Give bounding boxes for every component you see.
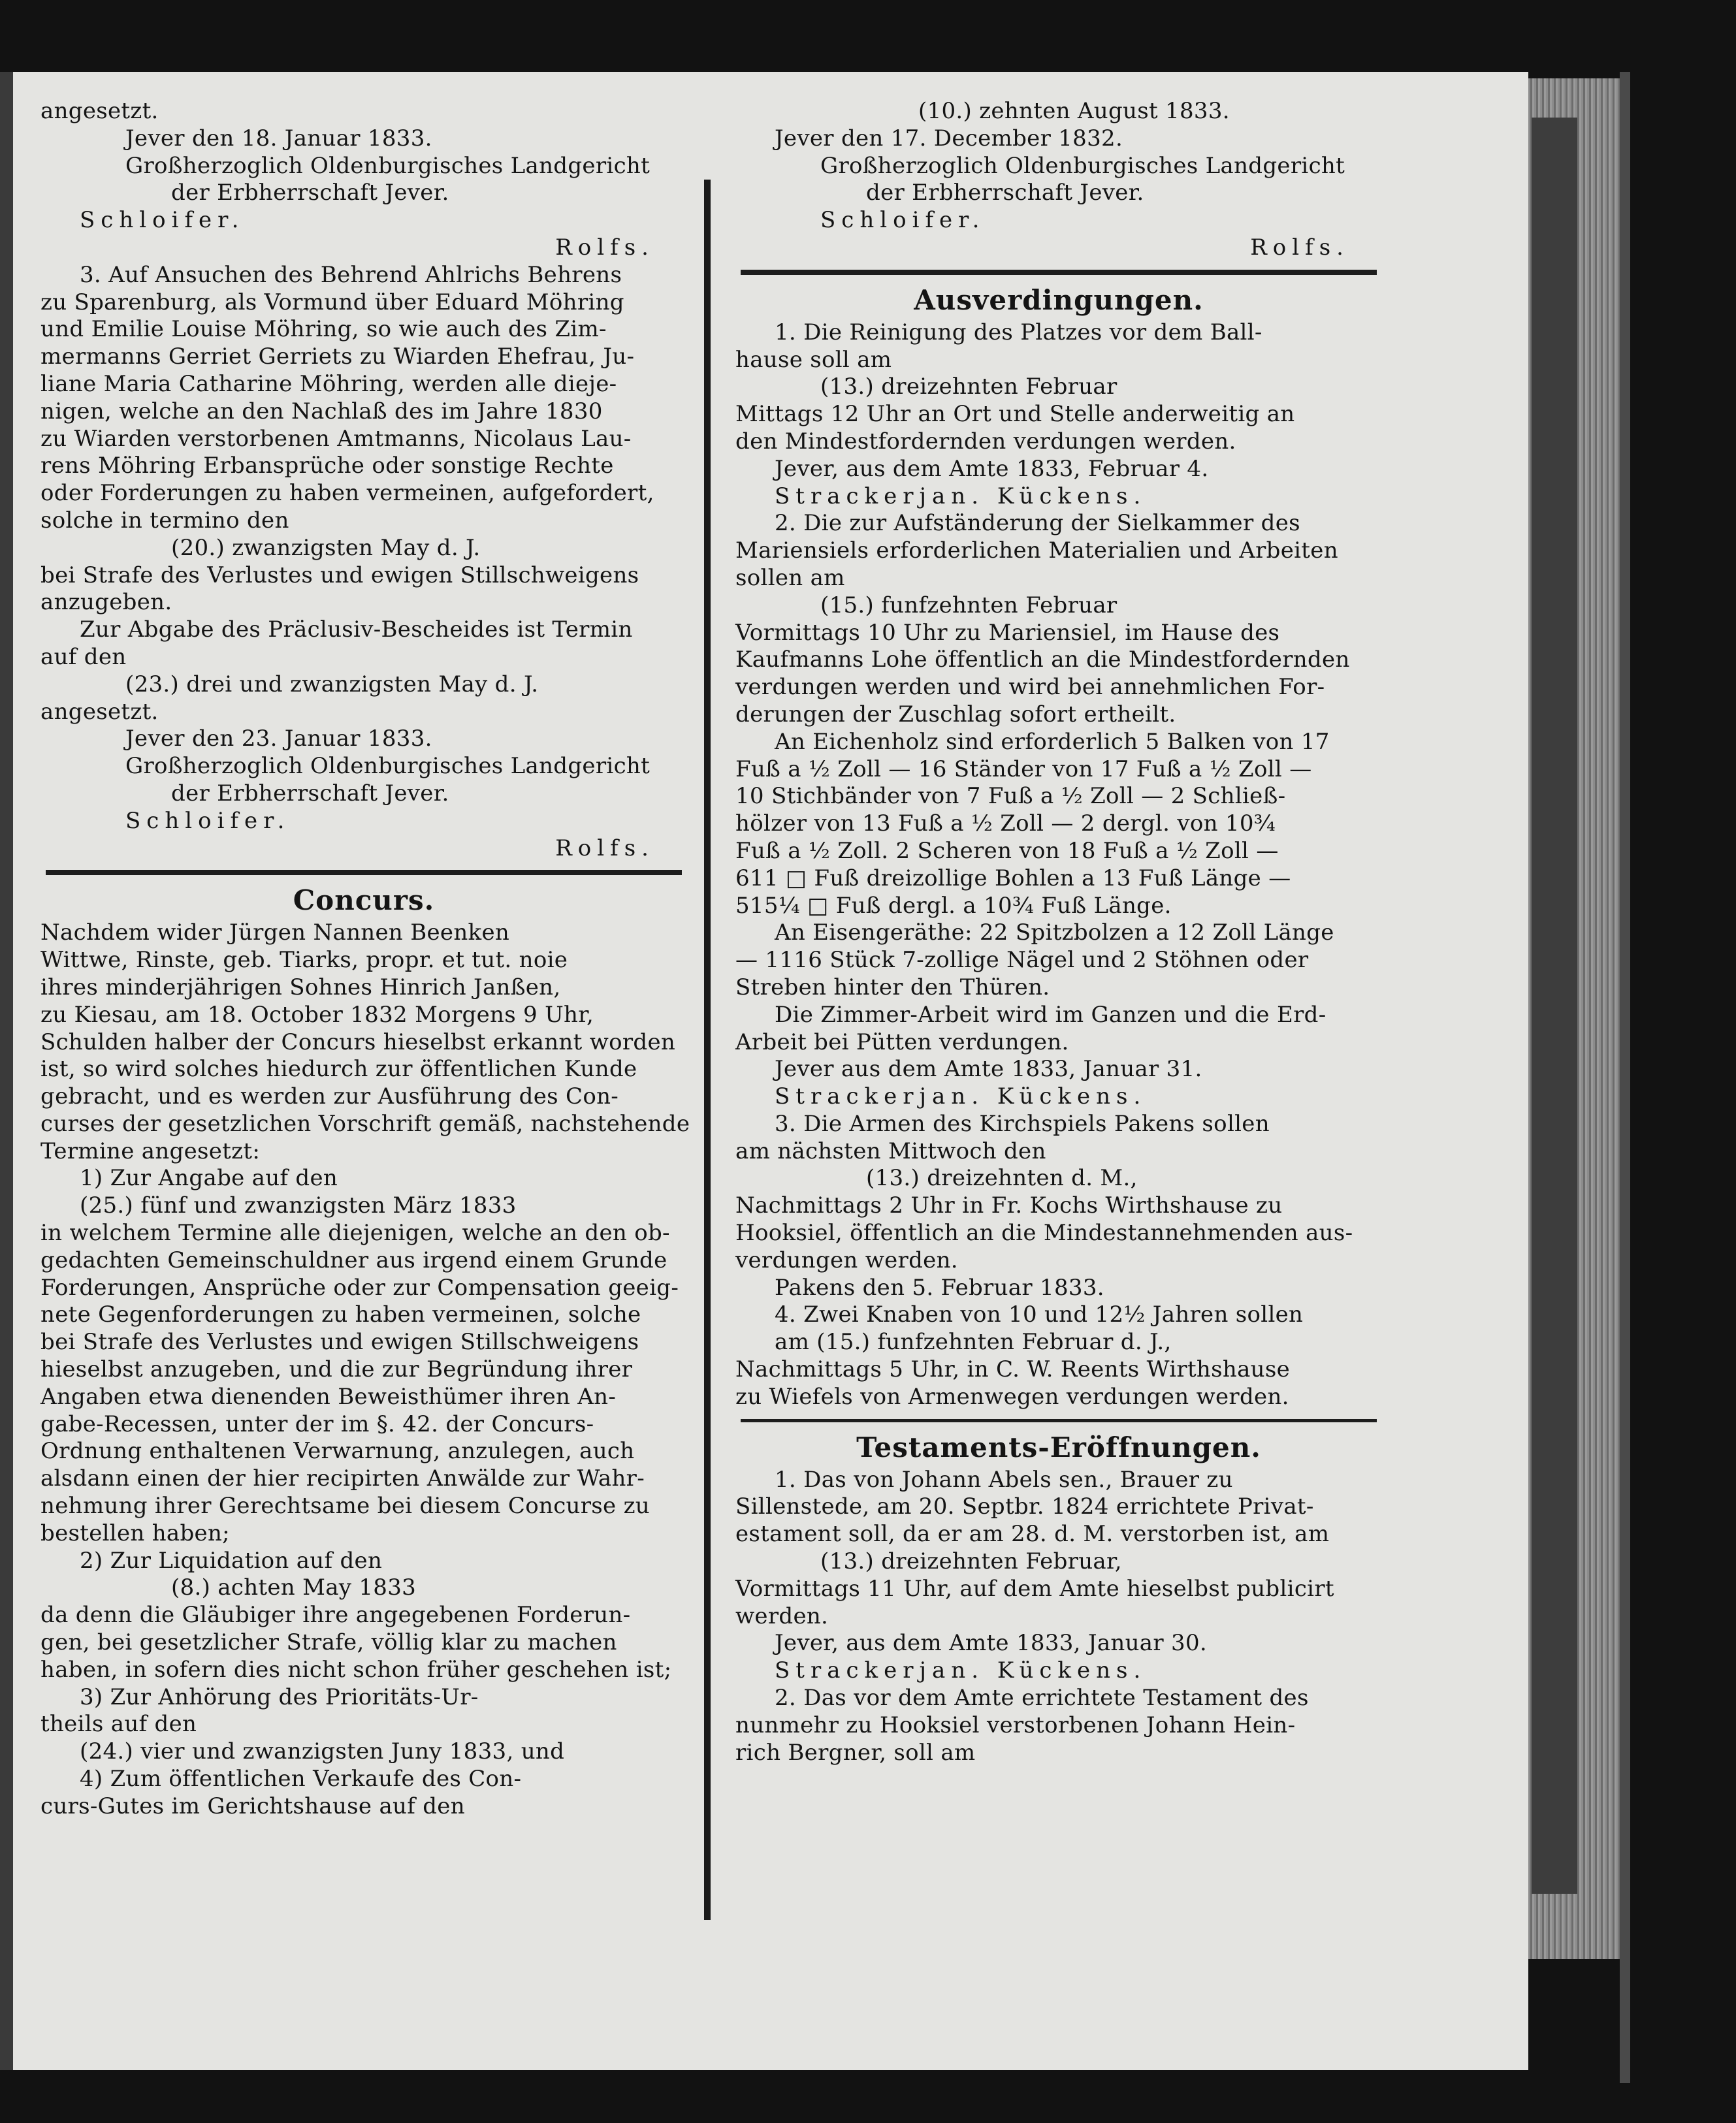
book-page-shadow [1532,118,1577,1894]
text-line: 611 □ Fuß dreizollige Bohlen a 13 Fuß Länge — [735,865,1291,891]
text-line: Ordnung enthaltenen Verwarnung, anzulegen, auch [40,1438,635,1465]
text-line: der Erbherrschaft Jever. [171,180,449,206]
text-line: Fuß a ½ Zoll — 16 Ständer von 17 Fuß a ½ Zoll — [735,756,1312,782]
text-line: Arbeit bei Pütten verdungen. [735,1029,1069,1055]
text-line: Die Zimmer-Arbeit wird im Ganzen und die Erd- [775,1001,1326,1028]
text-line: Nachdem wider Jürgen Nannen Beenken [40,919,510,946]
text-line: nehmung ihrer Gerechtsame bei diesem Concurse zu [40,1493,650,1520]
text-line: Sillenstede, am 20. Septbr. 1824 errichtete Privat- [735,1493,1314,1520]
text-line: 10 Stichbänder von 7 Fuß a ½ Zoll — 2 Schließ- [735,783,1286,810]
heading-testaments: Testaments-Eröffnungen. [856,1431,1261,1463]
text-line: Großherzoglich Oldenburgisches Landgericht [125,753,651,780]
text-line: bei Strafe des Verlustes und ewigen Stillschweigens [40,562,639,588]
text-line: nunmehr zu Hooksiel verstorbenen Johann Hein- [735,1712,1296,1738]
text-line: 2. Die zur Aufständerung der Sielkammer des [775,510,1300,537]
book-cover-edge [1620,72,1630,2083]
text-line: 3. Auf Ansuchen des Behrend Ahlrichs Behrens [80,261,622,288]
text-line: 2. Das vor dem Amte errichtete Testament des [775,1685,1309,1712]
text-line: 2) Zur Liquidation auf den [80,1547,383,1574]
left-column [40,98,690,1926]
text-line: 3. Die Armen des Kirchspiels Pakens sollen [775,1110,1270,1137]
text-line: Vormittags 10 Uhr zu Mariensiel, im Hause des [735,619,1280,646]
text-line: angesetzt. [40,98,159,124]
section-rule [741,1419,1377,1422]
text-line: liane Maria Catharine Möhring, werden alle dieje- [40,370,617,397]
text-line: auf den [40,643,127,670]
text-line: Strackerjan. Kückens. [775,1657,1147,1684]
text-line: Jever den 23. Januar 1833. [125,726,432,752]
text-line: nigen, welche an den Nachlaß des im Jahre 1830 [40,398,603,424]
text-line: Strackerjan. Kückens. [775,483,1147,509]
text-line: Wittwe, Rinste, geb. Tiarks, propr. et tut. noie [40,947,568,974]
text-line: zu Wiefels von Armenwegen verdungen werden. [735,1383,1289,1410]
right-top-notice [735,98,1382,262]
text-line: (24.) vier und zwanzigsten Juny 1833, und [80,1738,565,1765]
text-line: gabe-Recessen, unter der im §. 42. der Concurs- [40,1411,594,1437]
text-line: Forderungen, Ansprüche oder zur Compensation geeig- [40,1274,679,1301]
text-line: Schloifer. [125,807,291,834]
text-line: am (15.) funfzehnten Februar d. J., [775,1329,1172,1356]
text-line: 4) Zum öffentlichen Verkaufe des Con- [80,1766,522,1793]
text-line: derungen der Zuschlag sofort ertheilt. [735,701,1176,727]
text-line: (13.) dreizehnten Februar, [820,1548,1122,1575]
text-line: Nachmittags 2 Uhr in Fr. Kochs Wirthshause zu [735,1192,1283,1219]
text-line: zu Kiesau, am 18. October 1832 Morgens 9 Uhr, [40,1001,594,1028]
right-column [735,98,1382,1926]
column-divider [704,180,711,1920]
text-line: An Eichenholz sind erforderlich 5 Balken von 17 [775,728,1330,755]
text-line: 1. Die Reinigung des Platzes vor dem Ball- [775,319,1262,345]
text-line: Zur Abgabe des Präclusiv-Bescheides ist Termin [80,616,633,643]
text-line: zu Wiarden verstorbenen Amtmanns, Nicolaus Lau- [40,425,632,452]
text-line: hieselbst anzugeben, und die zur Begründung ihrer [40,1356,633,1383]
text-line: nete Gegenforderungen zu haben vermeinen, solche [40,1301,641,1328]
text-line: Rolfs. [555,234,654,261]
text-line: in welchem Termine alle diejenigen, welche an den ob- [40,1220,670,1247]
text-line: bestellen haben; [40,1520,230,1546]
left-notices [40,98,687,862]
text-line: An Eisengeräthe: 22 Spitzbolzen a 12 Zoll Länge [775,919,1334,946]
heading-ausverdingungen: Ausverdingungen. [914,283,1204,316]
text-line: Schloifer. [80,207,245,234]
text-line: der Erbherrschaft Jever. [171,780,449,806]
text-line: Fuß a ½ Zoll. 2 Scheren von 18 Fuß a ½ Zoll — [735,837,1279,864]
text-line: (10.) zehnten August 1833. [918,98,1230,124]
text-line: Großherzoglich Oldenburgisches Landgericht [820,152,1345,179]
text-line: theils auf den [40,1711,197,1738]
text-line: alsdann einen der hier recipirten Anwälde zur Wahr- [40,1465,645,1492]
text-line: werden. [735,1603,829,1629]
text-line: Schloifer. [820,207,986,234]
text-line: hause soll am [735,346,892,373]
text-line: Hooksiel, öffentlich an die Mindestannehmenden aus- [735,1220,1353,1247]
text-line: (23.) drei und zwanzigsten May d. J. [125,671,539,697]
text-line: gebracht, und es werden zur Ausführung des Con- [40,1083,619,1110]
text-line: haben, in sofern dies nicht schon früher geschehen ist; [40,1656,672,1683]
text-line: verdungen werden und wird bei annehmlichen For- [735,674,1325,701]
text-line: ist, so wird solches hiedurch zur öffentlichen Kunde [40,1056,637,1083]
text-line: Mittags 12 Uhr an Ort und Stelle anderweitig an [735,401,1295,428]
text-line: (8.) achten May 1833 [171,1574,417,1601]
text-line: Kaufmanns Lohe öffentlich an die Mindestfordernden [735,646,1350,673]
ausverdingungen-text [735,319,1382,1411]
text-line: sollen am [735,564,845,591]
text-line: mermanns Gerriet Gerriets zu Wiarden Ehefrau, Ju- [40,343,635,370]
text-line: — 1116 Stück 7-zollige Nägel und 2 Stöhnen oder [735,947,1309,974]
text-line: (20.) zwanzigsten May d. J. [171,534,481,561]
text-line: Nachmittags 5 Uhr, in C. W. Reents Wirthshause [735,1356,1291,1383]
text-line: Rolfs. [555,835,654,861]
text-line: 1. Das von Johann Abels sen., Brauer zu [775,1466,1233,1493]
text-line: angesetzt. [40,698,159,725]
text-line: 515¼ □ Fuß dergl. a 10¾ Fuß Länge. [735,892,1172,919]
section-rule [741,270,1377,275]
section-rule [46,870,682,875]
text-line: Vormittags 11 Uhr, auf dem Amte hieselbst publicirt [735,1575,1334,1602]
text-line: 1) Zur Angabe auf den [80,1165,338,1192]
text-line: gedachten Gemeinschuldner aus irgend einem Grunde [40,1247,667,1273]
text-line: Jever den 18. Januar 1833. [125,125,432,152]
concurs-text [40,919,690,1820]
text-line: zu Sparenburg, als Vormund über Eduard Möhring [40,289,624,315]
text-line: anzugeben. [40,589,172,616]
text-line: oder Forderungen zu haben vermeinen, aufgefordert, [40,480,654,507]
text-line: Schulden halber der Concurs hieselbst erkannt worden [40,1029,676,1055]
text-line: Mariensiels erforderlichen Materialien und Arbeiten [735,537,1338,564]
text-line: hölzer von 13 Fuß a ½ Zoll — 2 dergl. von 10¾ [735,810,1276,837]
text-line: solche in termino den [40,507,289,534]
text-line: Jever den 17. December 1832. [775,125,1123,152]
text-line: gen, bei gesetzlicher Strafe, völlig klar zu machen [40,1629,617,1656]
heading-concurs: Concurs. [293,884,435,917]
text-line: Pakens den 5. Februar 1833. [775,1274,1104,1301]
text-line: den Mindestfordernden verdungen werden. [735,428,1236,455]
text-line: Angaben etwa dienenden Beweisthümer ihren An- [40,1383,617,1410]
text-line: Termine angesetzt: [40,1138,261,1164]
text-line: Jever, aus dem Amte 1833, Februar 4. [775,455,1209,482]
text-line: da denn die Gläubiger ihre angegebenen Forderun- [40,1602,631,1629]
text-line: estament soll, da er am 28. d. M. verstorben ist, am [735,1521,1330,1548]
text-line: Jever aus dem Amte 1833, Januar 31. [775,1056,1202,1083]
text-line: 4. Zwei Knaben von 10 und 12½ Jahren sollen [775,1301,1304,1328]
text-line: Streben hinter den Thüren. [735,974,1050,1000]
text-line: ihres minderjährigen Sohnes Hinrich Janßen, [40,974,561,1000]
text-line: curs-Gutes im Gerichtshause auf den [40,1793,465,1819]
text-line: rens Möhring Erbansprüche oder sonstige Rechte [40,453,614,479]
text-line: Rolfs. [1250,234,1349,261]
text-line: verdungen werden. [735,1247,958,1273]
text-line: curses der gesetzlichen Vorschrift gemäß, nachstehende [40,1110,690,1137]
text-line: und Emilie Louise Möhring, so wie auch des Zim- [40,316,607,343]
text-line: der Erbherrschaft Jever. [866,180,1144,206]
text-line: (25.) fünf und zwanzigsten März 1833 [80,1192,517,1219]
text-line: rich Bergner, soll am [735,1739,976,1766]
text-line: bei Strafe des Verlustes und ewigen Stillschweigens [40,1329,639,1356]
text-line: Jever, aus dem Amte 1833, Januar 30. [775,1630,1207,1657]
text-line: 3) Zur Anhörung des Prioritäts-Ur- [80,1684,479,1710]
text-line: (13.) dreizehnten Februar [820,374,1117,400]
text-line: Großherzoglich Oldenburgisches Landgericht [125,152,651,179]
text-line: Strackerjan. Kückens. [775,1083,1147,1110]
text-line: (13.) dreizehnten d. M., [866,1165,1138,1192]
text-line: (15.) funfzehnten Februar [820,592,1117,618]
text-line: am nächsten Mittwoch den [735,1138,1046,1164]
testaments-text [735,1467,1382,1767]
book-gutter [0,72,13,2070]
